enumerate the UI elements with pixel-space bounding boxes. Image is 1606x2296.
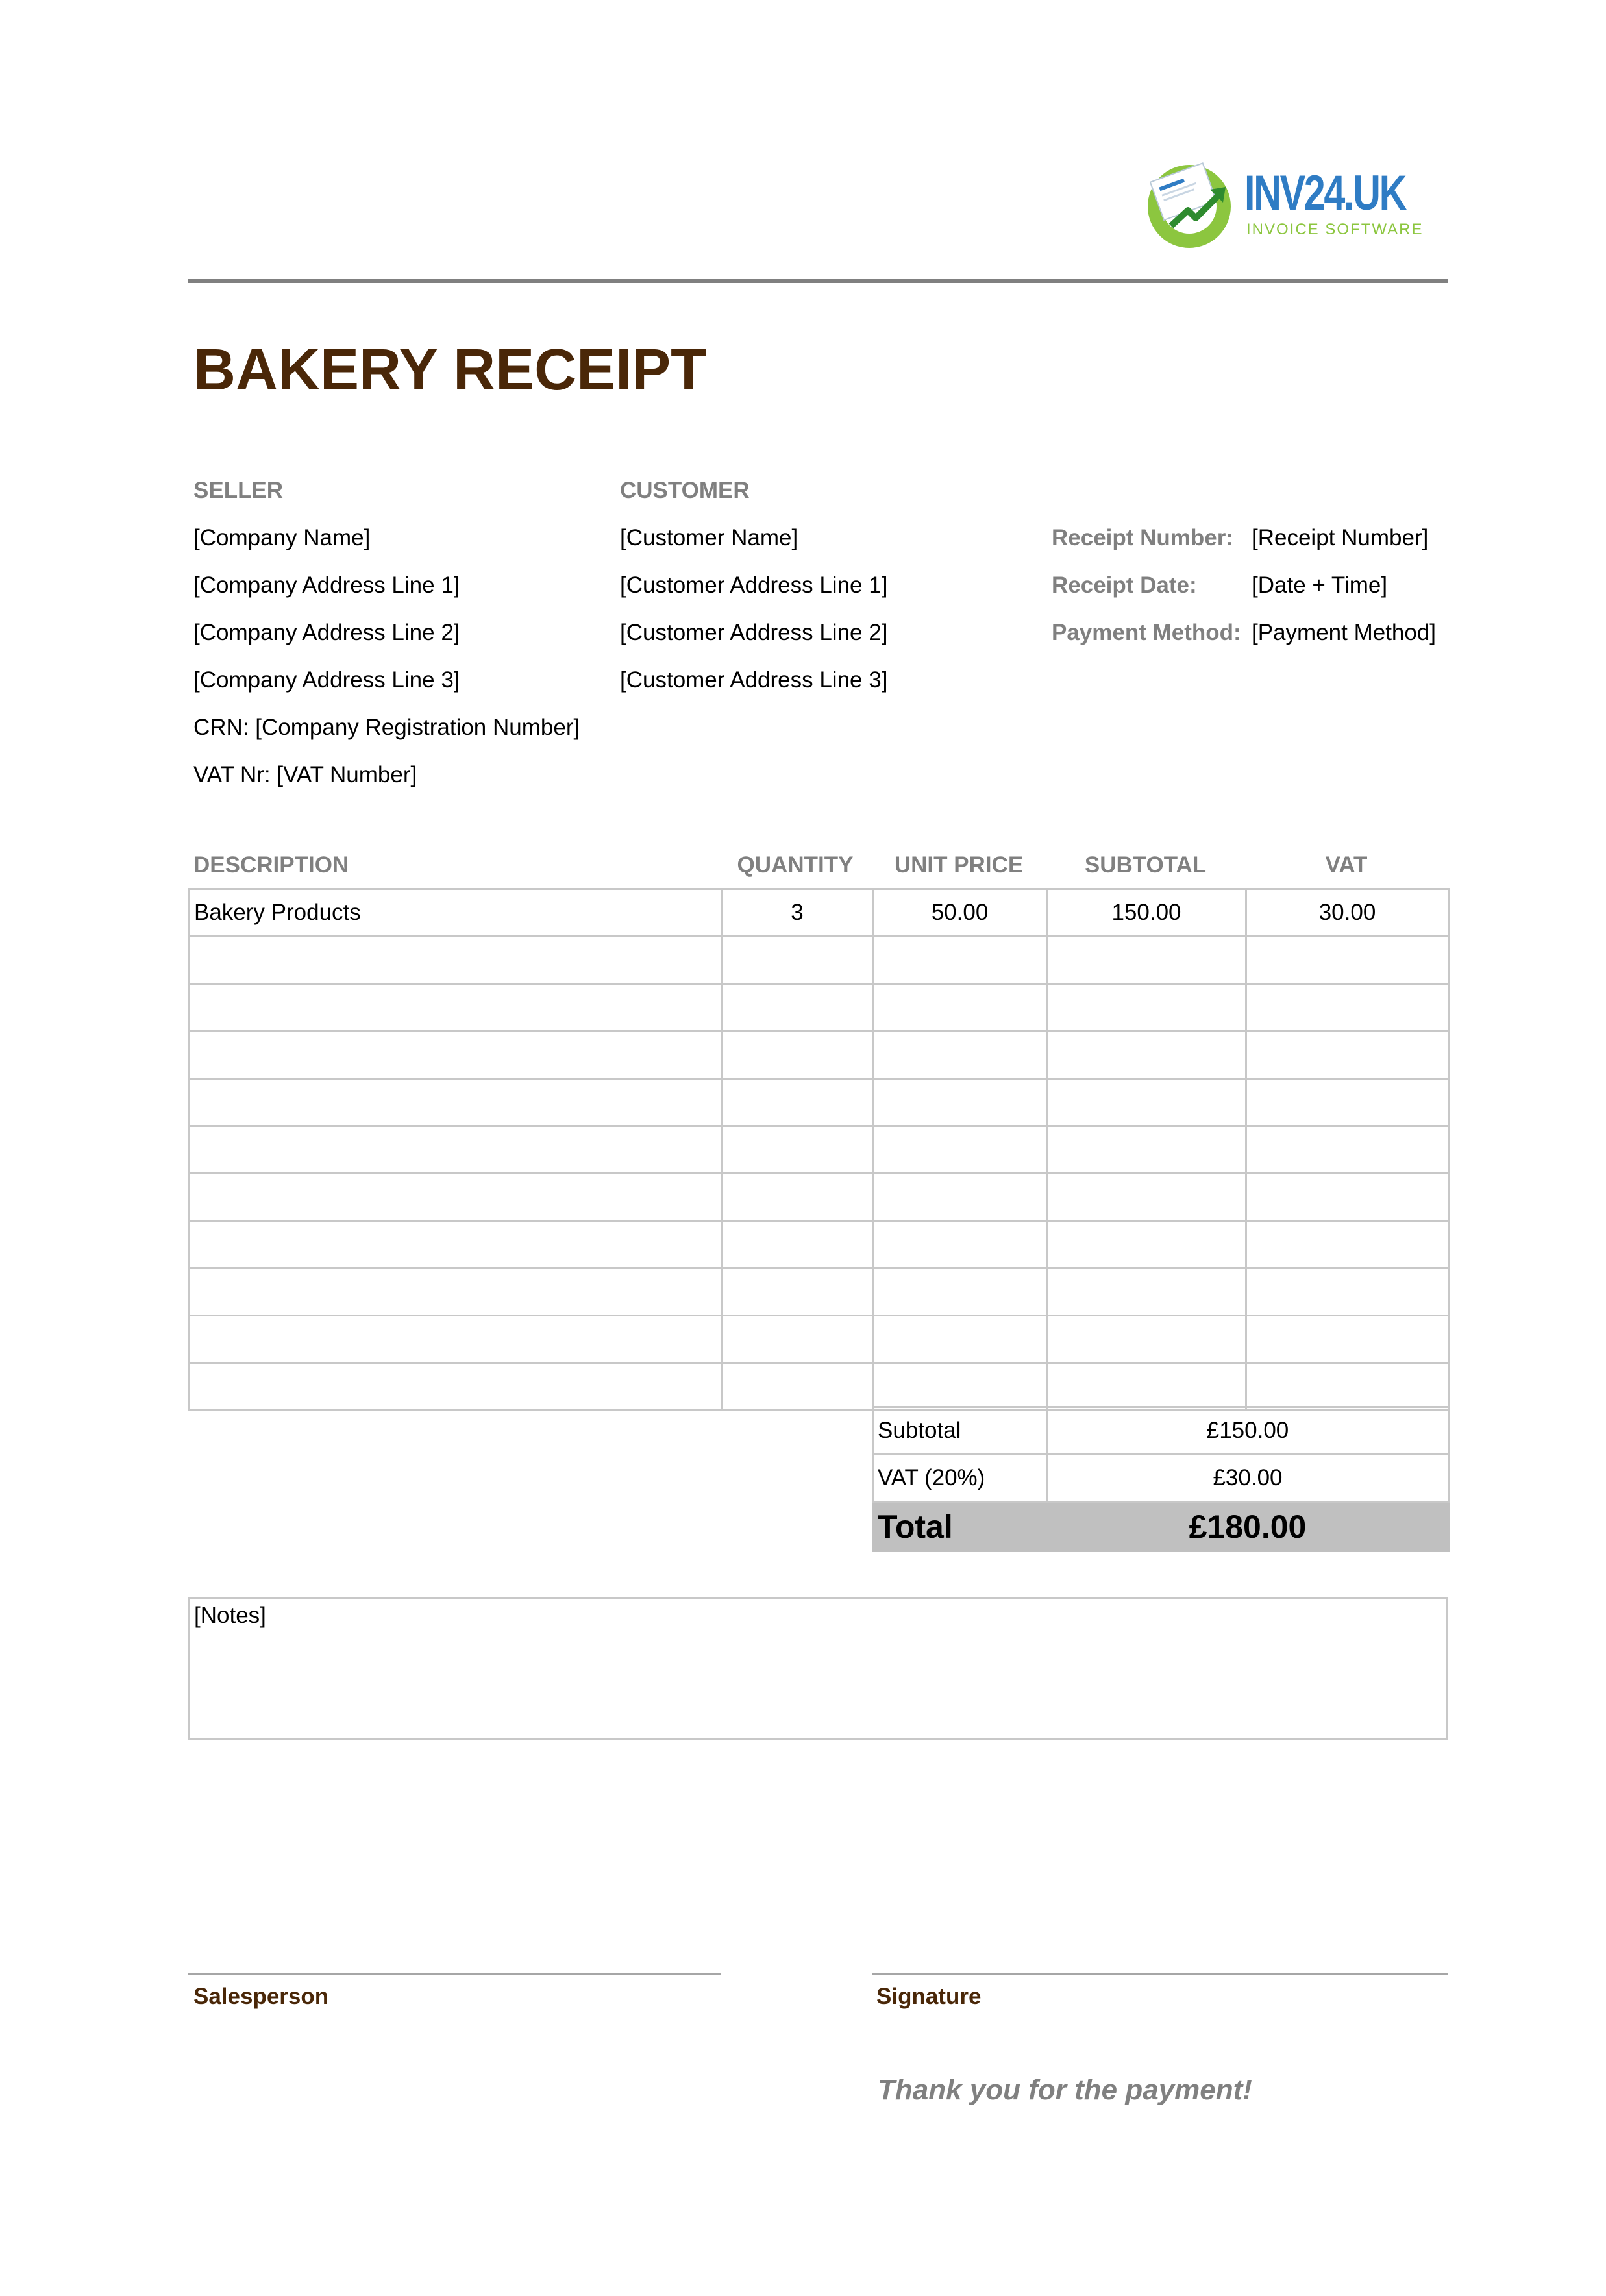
signature-label: Signature (876, 1984, 982, 2009)
receipt-date-value: [Date + Time] (1252, 573, 1388, 598)
cell-description: Bakery Products (190, 889, 722, 937)
cell-quantity (722, 1079, 873, 1126)
cell-vat (1246, 1174, 1449, 1221)
cell-subtotal (1047, 1268, 1246, 1316)
table-row (190, 937, 1449, 984)
receipt-number-label: Receipt Number: (1052, 525, 1234, 550)
cell-subtotal (1047, 1316, 1246, 1363)
cell-vat (1246, 1316, 1449, 1363)
cell-description (190, 1174, 722, 1221)
customer-address-line-2: [Customer Address Line 2] (620, 620, 888, 645)
cell-unit-price (873, 1221, 1047, 1268)
cell-description (190, 937, 722, 984)
vat-value: £30.00 (1047, 1455, 1449, 1502)
signature-line (872, 1973, 1448, 1975)
seller-address-line-1: [Company Address Line 1] (193, 573, 460, 598)
cell-unit-price (873, 1126, 1047, 1174)
cell-vat (1246, 1363, 1449, 1411)
table-row (190, 984, 1449, 1031)
cell-quantity (722, 1316, 873, 1363)
items-table-body (190, 889, 1449, 1411)
cell-quantity (722, 984, 873, 1031)
cell-unit-price (873, 937, 1047, 984)
items-table (188, 888, 1450, 1411)
table-row (190, 1174, 1449, 1221)
seller-heading: SELLER (193, 478, 284, 503)
cell-description (190, 984, 722, 1031)
receipt-date-label: Receipt Date: (1052, 573, 1197, 598)
cell-quantity (722, 1221, 873, 1268)
table-row (190, 1221, 1449, 1268)
table-row (190, 1031, 1449, 1079)
receipt-number-value: [Receipt Number] (1252, 525, 1429, 550)
column-header-unit-price: UNIT PRICE (894, 852, 1024, 878)
column-header-description: DESCRIPTION (193, 852, 349, 878)
subtotal-row (873, 1407, 1449, 1455)
cell-vat (1246, 937, 1449, 984)
column-header-subtotal: SUBTOTAL (1084, 852, 1207, 878)
cell-quantity (722, 1363, 873, 1411)
subtotal-label: Subtotal (873, 1407, 1047, 1455)
logo-tagline: INVOICE SOFTWARE (1246, 221, 1424, 238)
total-value: £180.00 (1047, 1502, 1449, 1551)
cell-vat (1246, 1079, 1449, 1126)
header-divider (188, 279, 1448, 283)
cell-description (190, 1031, 722, 1079)
cell-unit-price (873, 984, 1047, 1031)
payment-method-label: Payment Method: (1052, 620, 1241, 645)
customer-name: [Customer Name] (620, 525, 798, 550)
logo-brand-text: INV24.UK (1244, 166, 1406, 221)
customer-address-line-3: [Customer Address Line 3] (620, 667, 888, 693)
table-row (190, 1079, 1449, 1126)
customer-heading: CUSTOMER (620, 478, 750, 503)
table-row (190, 889, 1449, 937)
cell-quantity: 3 (722, 889, 873, 937)
company-logo (1143, 156, 1428, 253)
cell-description (190, 1221, 722, 1268)
total-row (873, 1502, 1449, 1551)
vat-label: VAT (20%) (873, 1455, 1047, 1502)
document-title: BAKERY RECEIPT (193, 338, 707, 402)
cell-subtotal (1047, 1221, 1246, 1268)
thank-you-message: Thank you for the payment! (878, 2074, 1252, 2106)
cell-vat (1246, 1031, 1449, 1079)
salesperson-label: Salesperson (193, 1984, 329, 2009)
notes-box[interactable] (188, 1597, 1448, 1740)
cell-subtotal (1047, 984, 1246, 1031)
cell-unit-price (873, 1363, 1047, 1411)
seller-crn: CRN: [Company Registration Number] (193, 715, 580, 740)
cell-description (190, 1363, 722, 1411)
seller-address-line-3: [Company Address Line 3] (193, 667, 460, 693)
cell-unit-price (873, 1268, 1047, 1316)
cell-quantity (722, 1268, 873, 1316)
cell-vat: 30.00 (1246, 889, 1449, 937)
column-header-vat: VAT (1325, 852, 1368, 878)
seller-address-line-2: [Company Address Line 2] (193, 620, 460, 645)
cell-vat (1246, 1221, 1449, 1268)
vat-row (873, 1455, 1449, 1502)
cell-unit-price (873, 1174, 1047, 1221)
cell-subtotal (1047, 1031, 1246, 1079)
table-row (190, 1363, 1449, 1411)
cell-subtotal: 150.00 (1047, 889, 1246, 937)
totals-table (872, 1406, 1450, 1552)
cell-quantity (722, 937, 873, 984)
notes-text: [Notes] (194, 1603, 266, 1628)
subtotal-value: £150.00 (1047, 1407, 1449, 1455)
cell-subtotal (1047, 1126, 1246, 1174)
cell-description (190, 1316, 722, 1363)
cell-description (190, 1079, 722, 1126)
table-row (190, 1316, 1449, 1363)
table-row (190, 1268, 1449, 1316)
cell-subtotal (1047, 937, 1246, 984)
seller-company-name: [Company Name] (193, 525, 371, 550)
column-header-quantity: QUANTITY (737, 852, 854, 878)
total-label: Total (873, 1502, 1047, 1551)
logo-emblem-icon (1143, 156, 1240, 253)
customer-address-line-1: [Customer Address Line 1] (620, 573, 888, 598)
cell-subtotal (1047, 1363, 1246, 1411)
cell-quantity (722, 1031, 873, 1079)
cell-quantity (722, 1174, 873, 1221)
cell-unit-price: 50.00 (873, 889, 1047, 937)
cell-unit-price (873, 1031, 1047, 1079)
cell-description (190, 1268, 722, 1316)
cell-quantity (722, 1126, 873, 1174)
seller-vat-number: VAT Nr: [VAT Number] (193, 762, 417, 787)
table-row (190, 1126, 1449, 1174)
cell-vat (1246, 1268, 1449, 1316)
cell-unit-price (873, 1079, 1047, 1126)
cell-unit-price (873, 1316, 1047, 1363)
cell-subtotal (1047, 1174, 1246, 1221)
cell-vat (1246, 1126, 1449, 1174)
cell-vat (1246, 984, 1449, 1031)
cell-description (190, 1126, 722, 1174)
salesperson-signature-line (188, 1973, 721, 1975)
cell-subtotal (1047, 1079, 1246, 1126)
payment-method-value: [Payment Method] (1252, 620, 1437, 645)
